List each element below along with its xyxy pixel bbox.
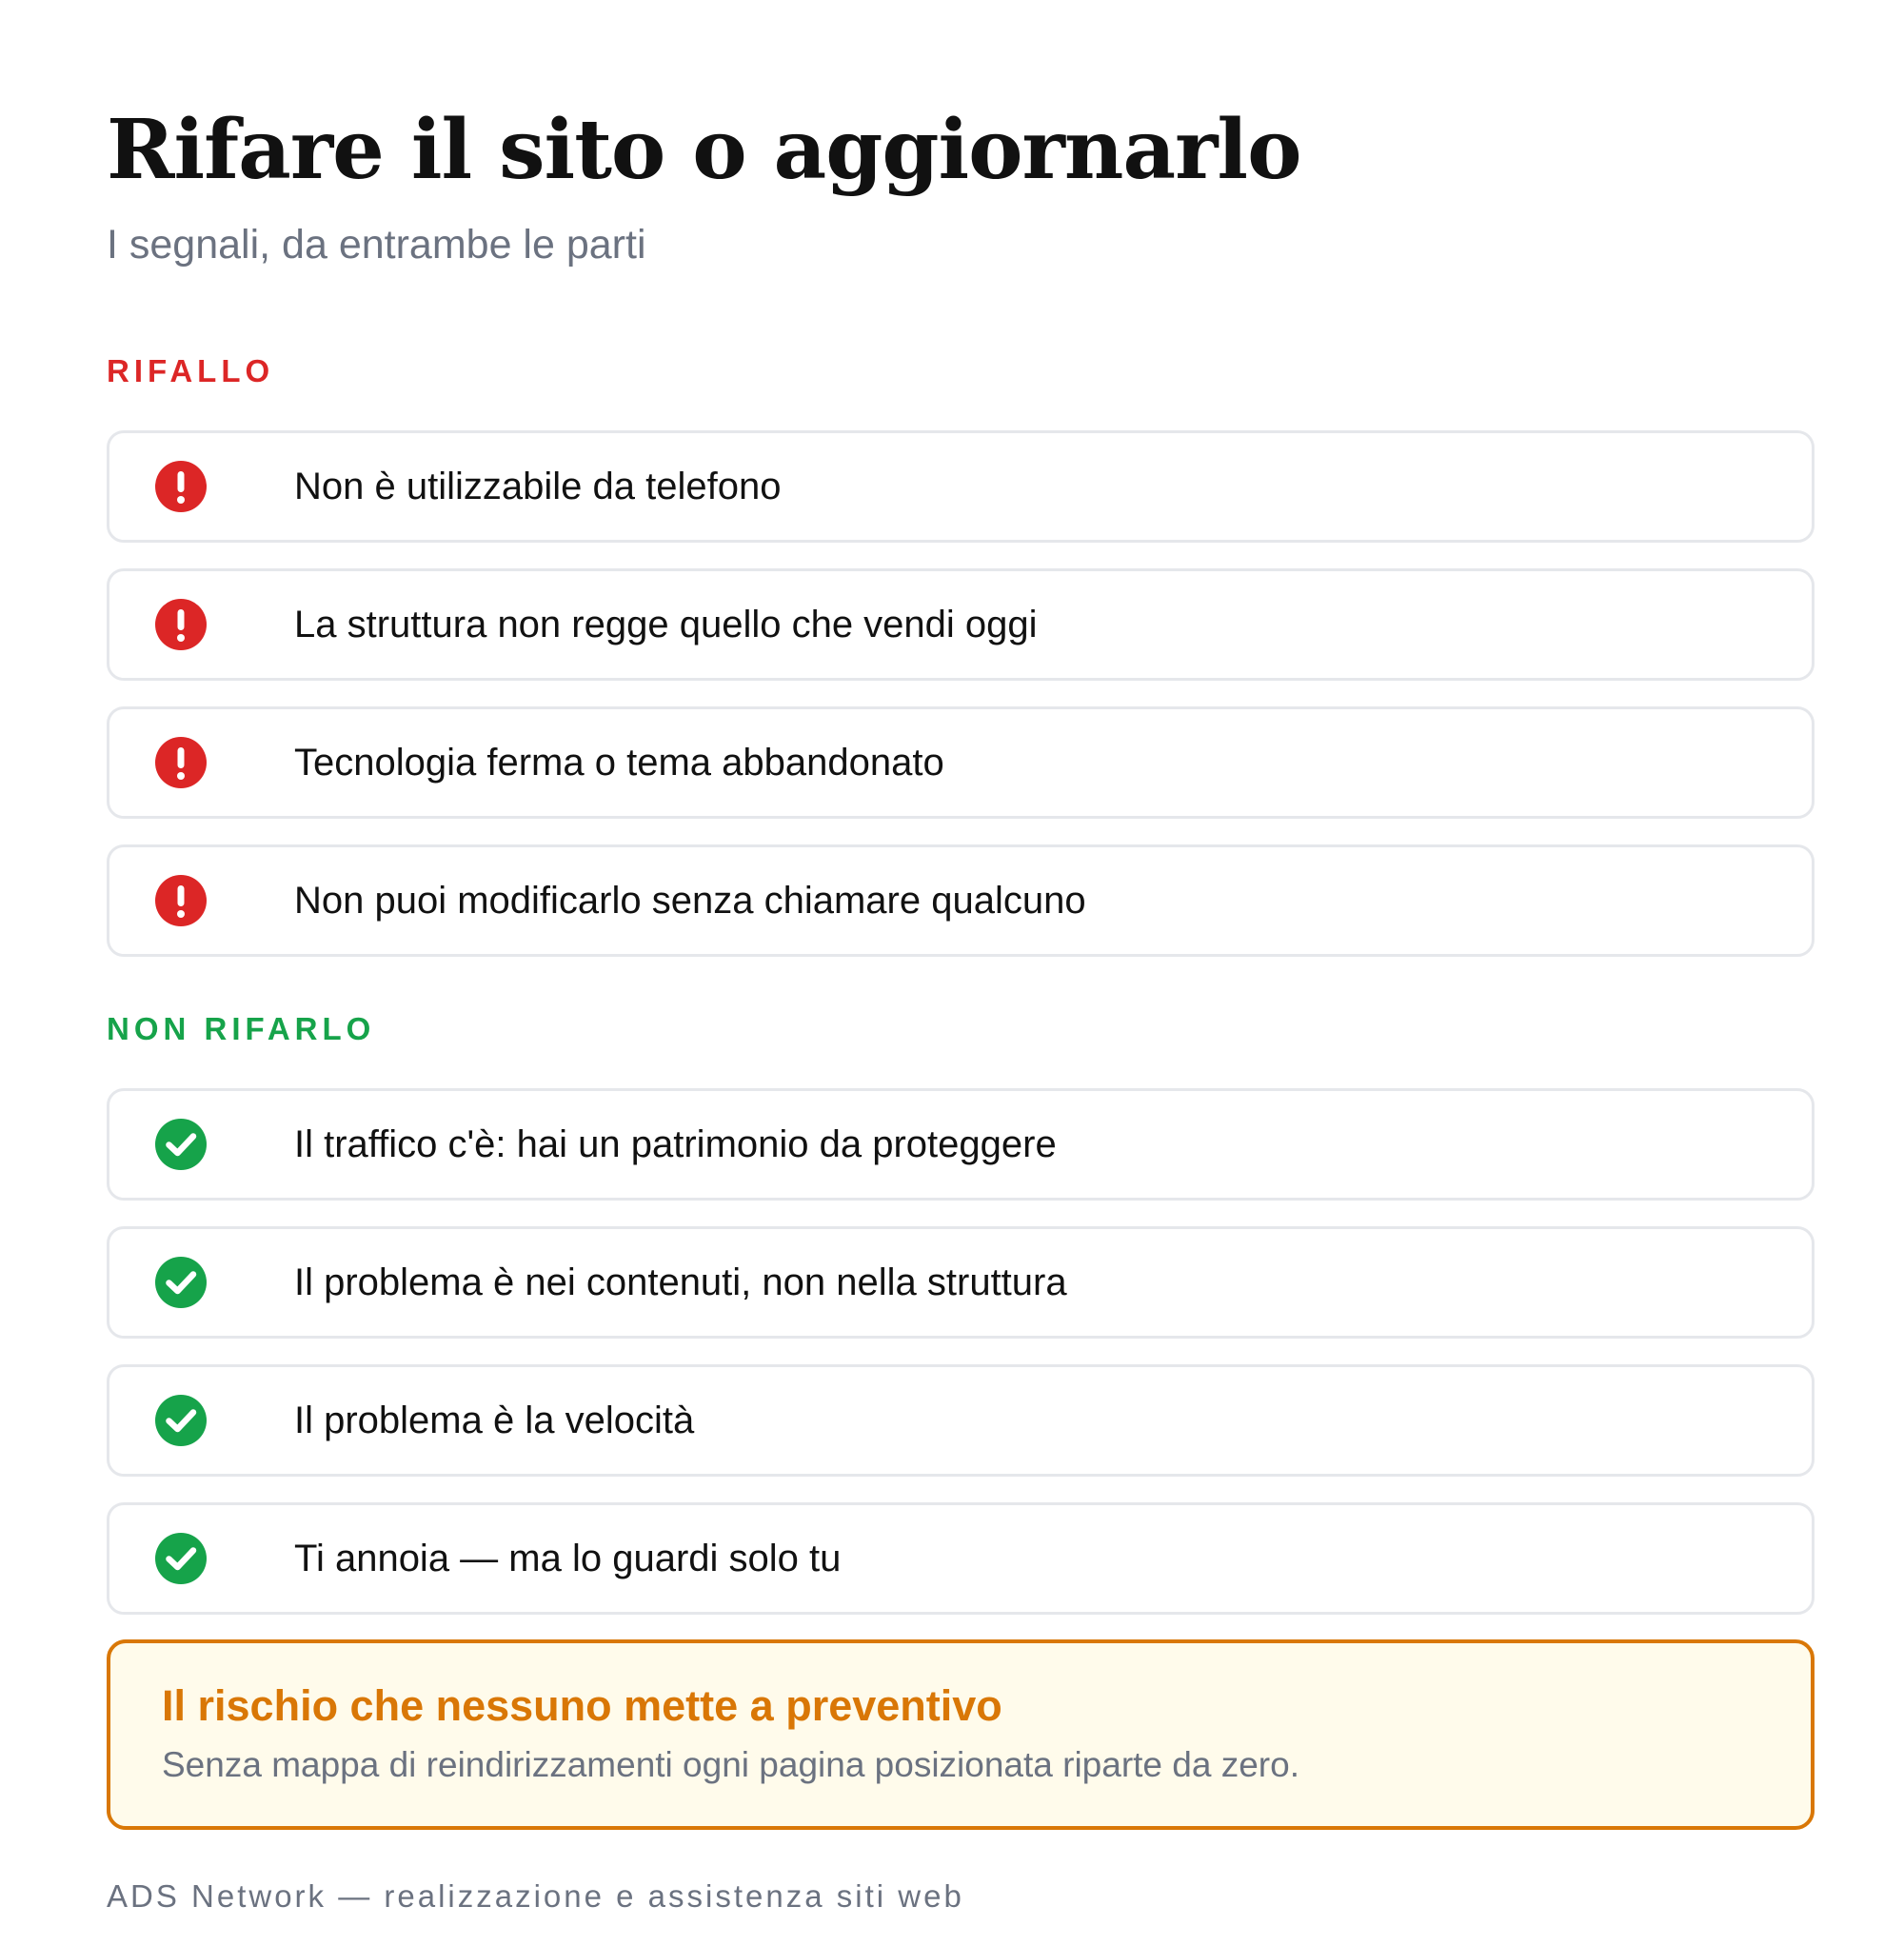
callout-title: Il rischio che nessuno mette a preventivo [162, 1681, 1002, 1730]
list-item [107, 1226, 1815, 1339]
non-rifarlo-list [107, 1088, 1815, 1615]
list-item-text: Il problema è nei contenuti, non nella struttura [294, 1261, 1067, 1303]
section-label-non-rifarlo: NON RIFARLO [107, 1011, 376, 1046]
callout-body: Senza mappa di reindirizzamenti ogni pagina posizionata riparte da zero. [162, 1745, 1299, 1784]
list-item-text: Non puoi modificarlo senza chiamare qualcuno [294, 880, 1086, 922]
page-subtitle: I segnali, da entrambe le parti [107, 222, 646, 268]
page-title: Rifare il sito o aggiornarlo [107, 102, 1301, 198]
exclamation-circle-icon [155, 461, 207, 512]
list-item-text: Il problema è la velocità [294, 1400, 695, 1441]
list-item-text: Tecnologia ferma o tema abbandonato [294, 742, 944, 784]
list-item [107, 568, 1815, 681]
exclamation-circle-icon [155, 599, 207, 650]
list-item [107, 1088, 1815, 1201]
check-circle-icon [155, 1119, 207, 1170]
list-item-text: Non è utilizzabile da telefono [294, 466, 782, 507]
check-circle-icon [155, 1533, 207, 1584]
list-item-text: La struttura non regge quello che vendi oggi [294, 604, 1038, 645]
footer-credit: ADS Network — realizzazione e assistenza siti web [107, 1878, 964, 1914]
list-item [107, 1364, 1815, 1477]
page [107, 103, 1815, 1916]
rifallo-list [107, 430, 1815, 957]
check-circle-icon [155, 1257, 207, 1308]
list-item-text: Il traffico c'è: hai un patrimonio da proteggere [294, 1123, 1057, 1165]
check-circle-icon [155, 1395, 207, 1446]
list-item-text: Ti annoia — ma lo guardi solo tu [294, 1538, 842, 1579]
exclamation-circle-icon [155, 737, 207, 788]
section-label-rifallo: RIFALLO [107, 353, 275, 388]
list-item [107, 844, 1815, 957]
list-item [107, 430, 1815, 543]
exclamation-circle-icon [155, 875, 207, 926]
list-item [107, 706, 1815, 819]
list-item [107, 1502, 1815, 1615]
risk-callout [107, 1639, 1815, 1830]
